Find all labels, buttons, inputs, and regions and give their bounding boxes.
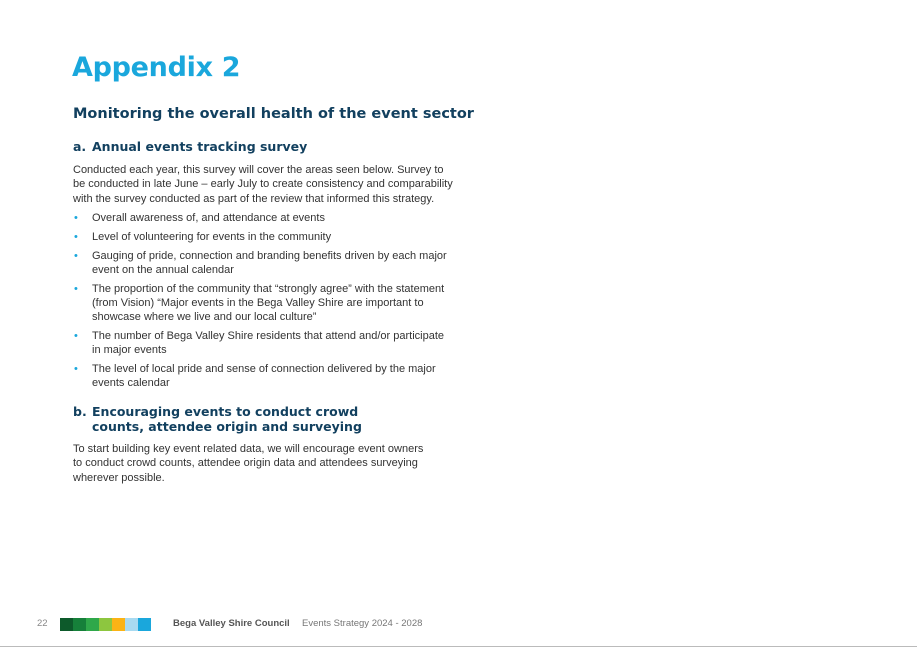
section-a-bullet-list xyxy=(73,211,453,395)
bullet-icon: • xyxy=(74,212,78,224)
color-swatch xyxy=(125,618,138,631)
section-title: Monitoring the overall health of the event sector xyxy=(73,106,474,122)
section-b-heading-text: Encouraging events to conduct crowd counts, attendee origin and surveying xyxy=(92,404,362,434)
bullet-icon: • xyxy=(74,363,78,376)
color-swatch xyxy=(138,618,151,631)
color-swatch xyxy=(73,618,86,631)
document-name: Events Strategy 2024 - 2028 xyxy=(302,618,423,629)
list-item-text: The number of Bega Valley Shire residents that attend and/or participate in major events xyxy=(92,330,445,357)
list-item xyxy=(73,211,453,225)
list-item xyxy=(73,282,453,325)
bullet-icon: • xyxy=(74,330,78,343)
bottom-divider xyxy=(0,646,917,647)
color-swatch xyxy=(112,618,125,631)
section-b-body: To start building key event related data, we will encourage event owners to conduct crowd counts, attendee origin data and attendees surveying wherever possible. xyxy=(73,443,424,484)
council-name: Bega Valley Shire Council xyxy=(173,618,290,629)
list-item xyxy=(73,230,453,244)
section-a-heading-text: Annual events tracking survey xyxy=(92,139,308,154)
list-item-text: Level of volunteering for events in the community xyxy=(92,230,332,243)
bullet-icon: • xyxy=(74,282,78,295)
section-a-letter: a. xyxy=(73,139,87,154)
bullet-icon: • xyxy=(74,249,78,262)
color-swatch xyxy=(60,618,73,631)
color-swatch xyxy=(99,618,112,631)
page-number: 22 xyxy=(37,618,48,629)
list-item-text: The level of local pride and sense of connection delivered by the major events calendar xyxy=(92,363,436,390)
page-footer xyxy=(0,614,917,634)
section-b-letter: b. xyxy=(73,404,87,419)
section-a-intro: Conducted each year, this survey will cover the areas seen below. Survey to be conducted in late June – early July to create consistency and comparability with the survey conducted as part of the review that informed this strategy. xyxy=(73,164,453,205)
brand-color-bar xyxy=(60,618,151,631)
appendix-title: Appendix 2 xyxy=(72,52,241,83)
list-item-text: Gauging of pride, connection and branding benefits driven by each major event on the annual calendar xyxy=(92,249,447,276)
section-a-heading xyxy=(73,139,452,154)
list-item xyxy=(73,362,453,391)
list-item xyxy=(73,329,453,358)
color-swatch xyxy=(86,618,99,631)
section-b-heading xyxy=(73,404,392,434)
list-item-text: Overall awareness of, and attendance at events xyxy=(92,212,325,224)
bullet-icon: • xyxy=(74,230,78,243)
list-item-text: The proportion of the community that “strongly agree” with the statement (from Vision) “Major events in the Bega Valley Shire are important to showcase where we live and our local culture” xyxy=(92,282,445,324)
list-item xyxy=(73,249,453,278)
